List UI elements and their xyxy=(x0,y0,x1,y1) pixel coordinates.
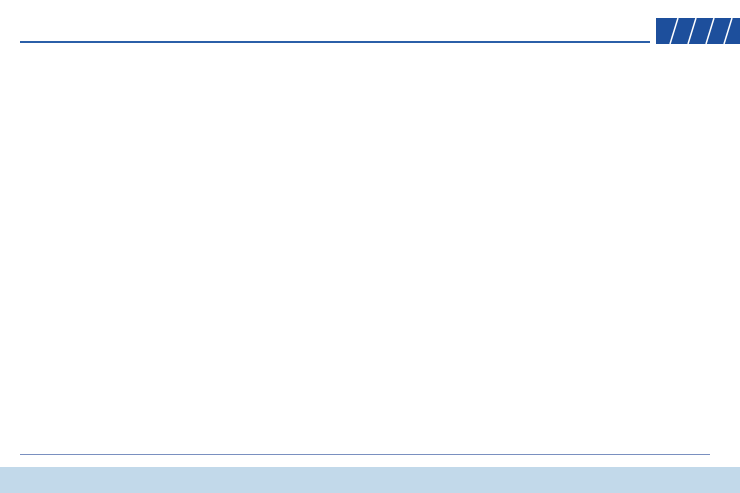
footer-band xyxy=(0,467,740,493)
footer-rule-right xyxy=(370,454,710,455)
right-page xyxy=(370,0,740,493)
header-rule-right xyxy=(370,41,650,43)
header-rule xyxy=(20,41,370,43)
manual-badge-icon xyxy=(656,18,740,44)
footer-rule-left xyxy=(20,454,370,455)
manual-badge xyxy=(656,18,740,44)
